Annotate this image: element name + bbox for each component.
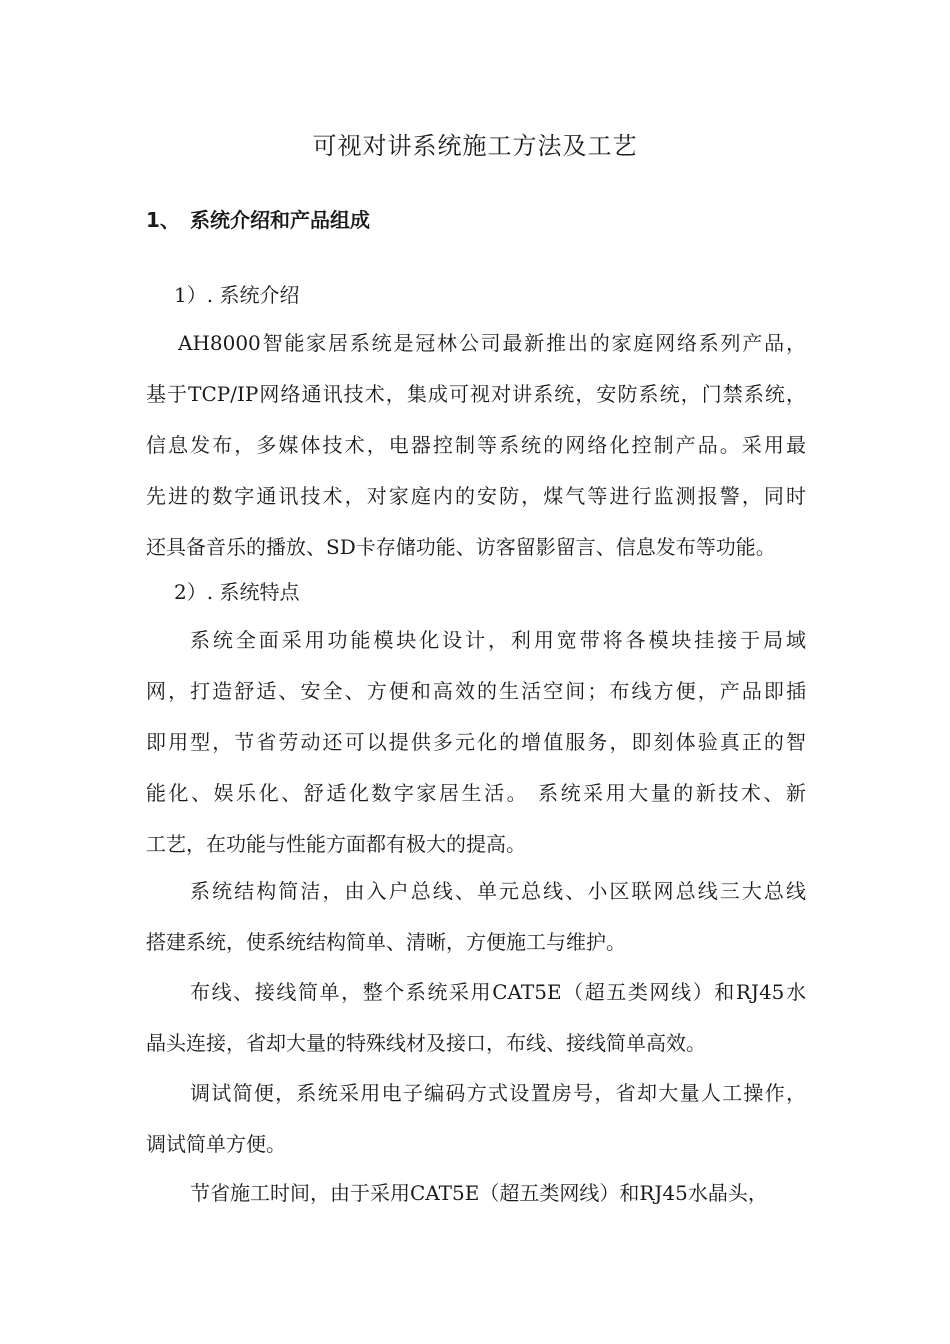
paragraph-line: AH8000智能家居系统是冠林公司最新推出的家庭网络系列产品， [178,331,806,355]
paragraph-time-saving [146,1168,806,1219]
section-heading-1 [146,203,370,237]
paragraph-line: 还具备音乐的播放、SD卡存储功能、访客留影留言、信息发布等功能。 [146,535,776,559]
paragraph-intro [146,318,806,573]
paragraph-features [146,615,806,870]
paragraph-line: 系统结构简洁，由入户总线、单元总线、小区联网总线三大总线 [190,879,806,903]
paragraph-debugging [146,1068,806,1170]
paragraph-line: 能化、娱乐化、舒适化数字家居生活。 系统采用大量的新技术、新 [146,781,806,805]
subsection-heading-features: 2）. 系统特点 [174,580,300,604]
paragraph-line: 节省施工时间，由于采用CAT5E（超五类网线）和RJ45水晶头， [190,1181,768,1205]
paragraph-line: 调试简单方便。 [146,1132,286,1156]
paragraph-line: 系统全面采用功能模块化设计，利用宽带将各模块挂接于局域 [190,628,806,652]
section-number: 1、 [146,208,180,232]
paragraph-line: 工艺，在功能与性能方面都有极大的提高。 [146,832,526,856]
page-title: 可视对讲系统施工方法及工艺 [312,132,638,160]
paragraph-line: 即用型，节省劳动还可以提供多元化的增值服务，即刻体验真正的智 [146,730,806,754]
paragraph-line: 网，打造舒适、安全、方便和高效的生活空间；布线方便，产品即插 [146,679,806,703]
section-heading-text: 系统介绍和产品组成 [190,208,370,232]
paragraph-wiring [146,967,806,1069]
paragraph-line: 信息发布，多媒体技术，电器控制等系统的网络化控制产品。采用最 [146,433,806,457]
paragraph-line: 布线、接线简单，整个系统采用CAT5E（超五类网线）和RJ45水 [190,980,806,1004]
paragraph-line: 晶头连接，省却大量的特殊线材及接口，布线、接线简单高效。 [146,1031,706,1055]
paragraph-line: 搭建系统，使系统结构简单、清晰，方便施工与维护。 [146,930,626,954]
subsection-heading-intro: 1）. 系统介绍 [174,283,300,307]
paragraph-line: 调试简便，系统采用电子编码方式设置房号，省却大量人工操作， [190,1081,806,1105]
paragraph-line: 先进的数字通讯技术，对家庭内的安防，煤气等进行监测报警，同时 [146,484,806,508]
paragraph-structure [146,866,806,968]
paragraph-line: 基于TCP/IP网络通讯技术，集成可视对讲系统，安防系统，门禁系统， [146,382,806,406]
